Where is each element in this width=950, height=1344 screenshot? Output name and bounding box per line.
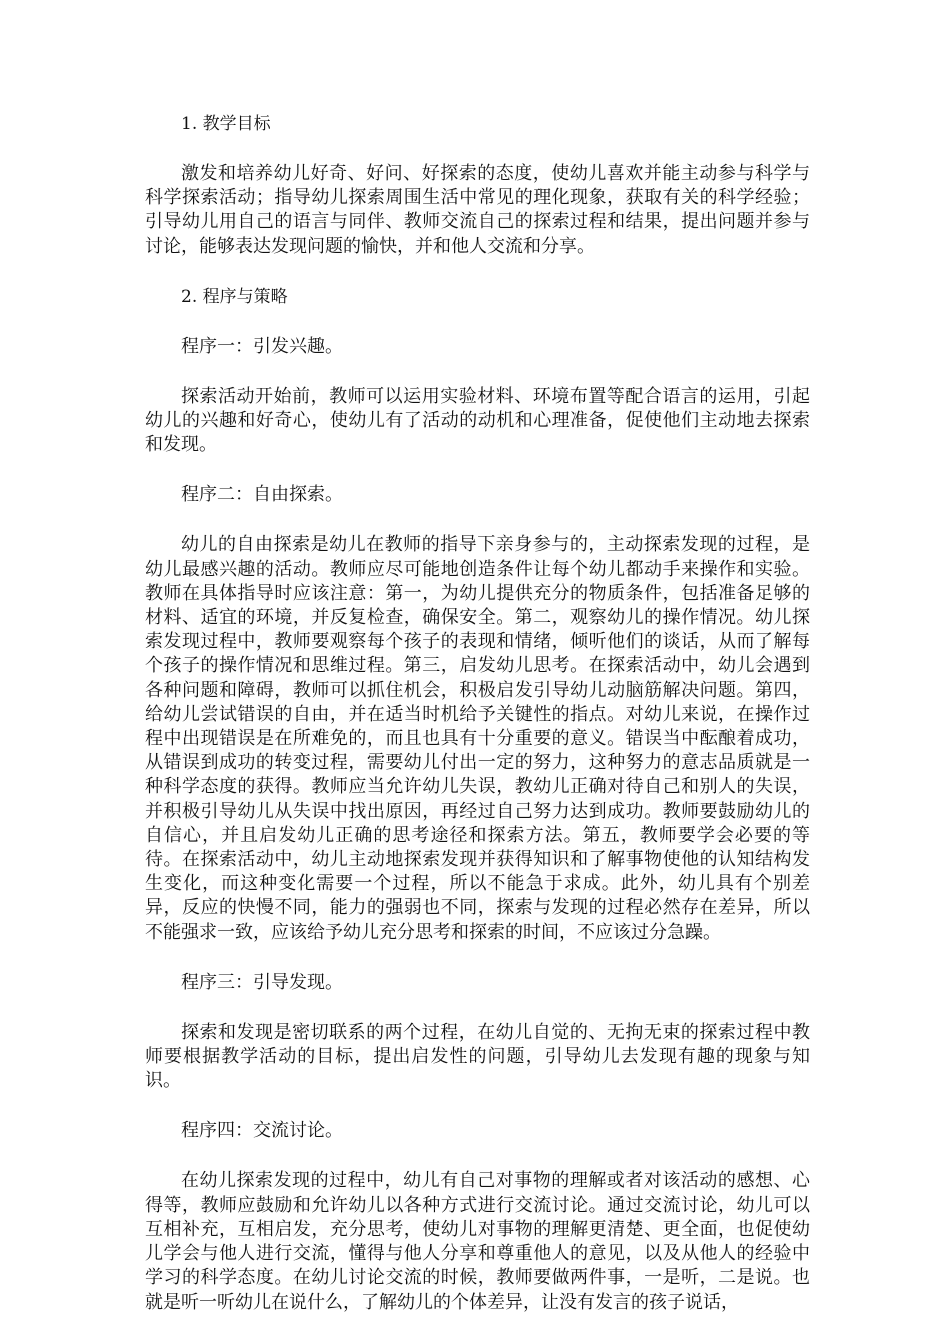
document-page: [145, 112, 810, 1341]
section-heading-teaching-goals: 1. 教学目标: [181, 114, 271, 134]
section-heading-procedures: 2. 程序与策略: [181, 286, 288, 307]
paragraph-step-1: 探索活动开始前，教师可以运用实验材料、环境布置等配合语言的运用，引起幼儿的兴趣和好奇心，使幼儿有了活动的动机和心理准备，促使他们主动地去探索和发现。: [145, 385, 810, 456]
step-heading-1: 程序一：引发兴趣。: [181, 335, 343, 357]
step-heading-2: 程序二：自由探索。: [181, 484, 343, 506]
step-heading-3: 程序三：引导发现。: [181, 971, 343, 993]
paragraph-step-3: 探索和发现是密切联系的两个过程，在幼儿自觉的、无拘无束的探索过程中教师要根据教学活动的目标，提出启发性的问题，引导幼儿去发现有趣的现象与知识。: [145, 1021, 810, 1092]
paragraph-teaching-goals: 激发和培养幼儿好奇、好问、好探索的态度，使幼儿喜欢并能主动参与科学与科学探索活动；指导幼儿探索周围生活中常见的理化现象，获取有关的科学经验；引导幼儿用自己的语言与同伴、教师交流自己的探索过程和结果，提出问题并参与讨论，能够表达发现问题的愉快，并和他人交流和分享。: [145, 163, 810, 257]
paragraph-step-4: 在幼儿探索发现的过程中，幼儿有自己对事物的理解或者对该活动的感想、心得等，教师应鼓励和允许幼儿以各种方式进行交流讨论。通过交流讨论，幼儿可以互相补充，互相启发，充分思考，使幼儿对事物的理解更清楚、更全面，也促使幼儿学会与他人进行交流，懂得与他人分享和尊重他人的意见，以及从他人的经验中学习的科学态度。在幼儿讨论交流的时候，教师要做两件事，一是听，二是说。也就是听一听幼儿在说什么，了解幼儿的个体差异，让没有发言的孩子说话，: [145, 1170, 810, 1313]
step-heading-4: 程序四：交流讨论。: [181, 1120, 343, 1142]
paragraph-step-2: 幼儿的自由探索是幼儿在教师的指导下亲身参与的，主动探索发现的过程，是幼儿最感兴趣的活动。教师应尽可能地创造条件让每个幼儿都动手来操作和实验。教师在具体指导时应该注意：第一，为幼儿提供充分的物质条件，包括准备足够的材料、适宜的环境，并反复检查，确保安全。第二，观察幼儿的操作情况。幼儿探索发现过程中，教师要观察每个孩子的表现和情绪，倾听他们的谈话，从而了解每个孩子的操作情况和思维过程。第三，启发幼儿思考。在探索活动中，幼儿会遇到各种问题和障碍，教师可以抓住机会，积极启发引导幼儿动脑筋解决问题。第四，给幼儿尝试错误的自由，并在适当时机给予关键性的指点。对幼儿来说，在操作过程中出现错误是在所难免的，而且也具有十分重要的意义。错误当中酝酿着成功，从错误到成功的转变过程，需要幼儿付出一定的努力，这种努力的意志品质就是一种科学态度的获得。教师应当允许幼儿失误，教幼儿正确对待自己和别人的失误，并积极引导幼儿从失误中找出原因，再经过自己努力达到成功。教师要鼓励幼儿的自信心，并且启发幼儿正确的思考途径和探索方法。第五，教师要学会必要的等待。在探索活动中，幼儿主动地探索发现并获得知识和了解事物使他的认知结构发生变化，而这种变化需要一个过程，所以不能急于求成。此外，幼儿具有个别差异，反应的快慢不同，能力的强弱也不同，探索与发现的过程必然存在差异，所以不能强求一致，应该给予幼儿充分思考和探索的时间，不应该过分急躁。: [145, 534, 810, 943]
